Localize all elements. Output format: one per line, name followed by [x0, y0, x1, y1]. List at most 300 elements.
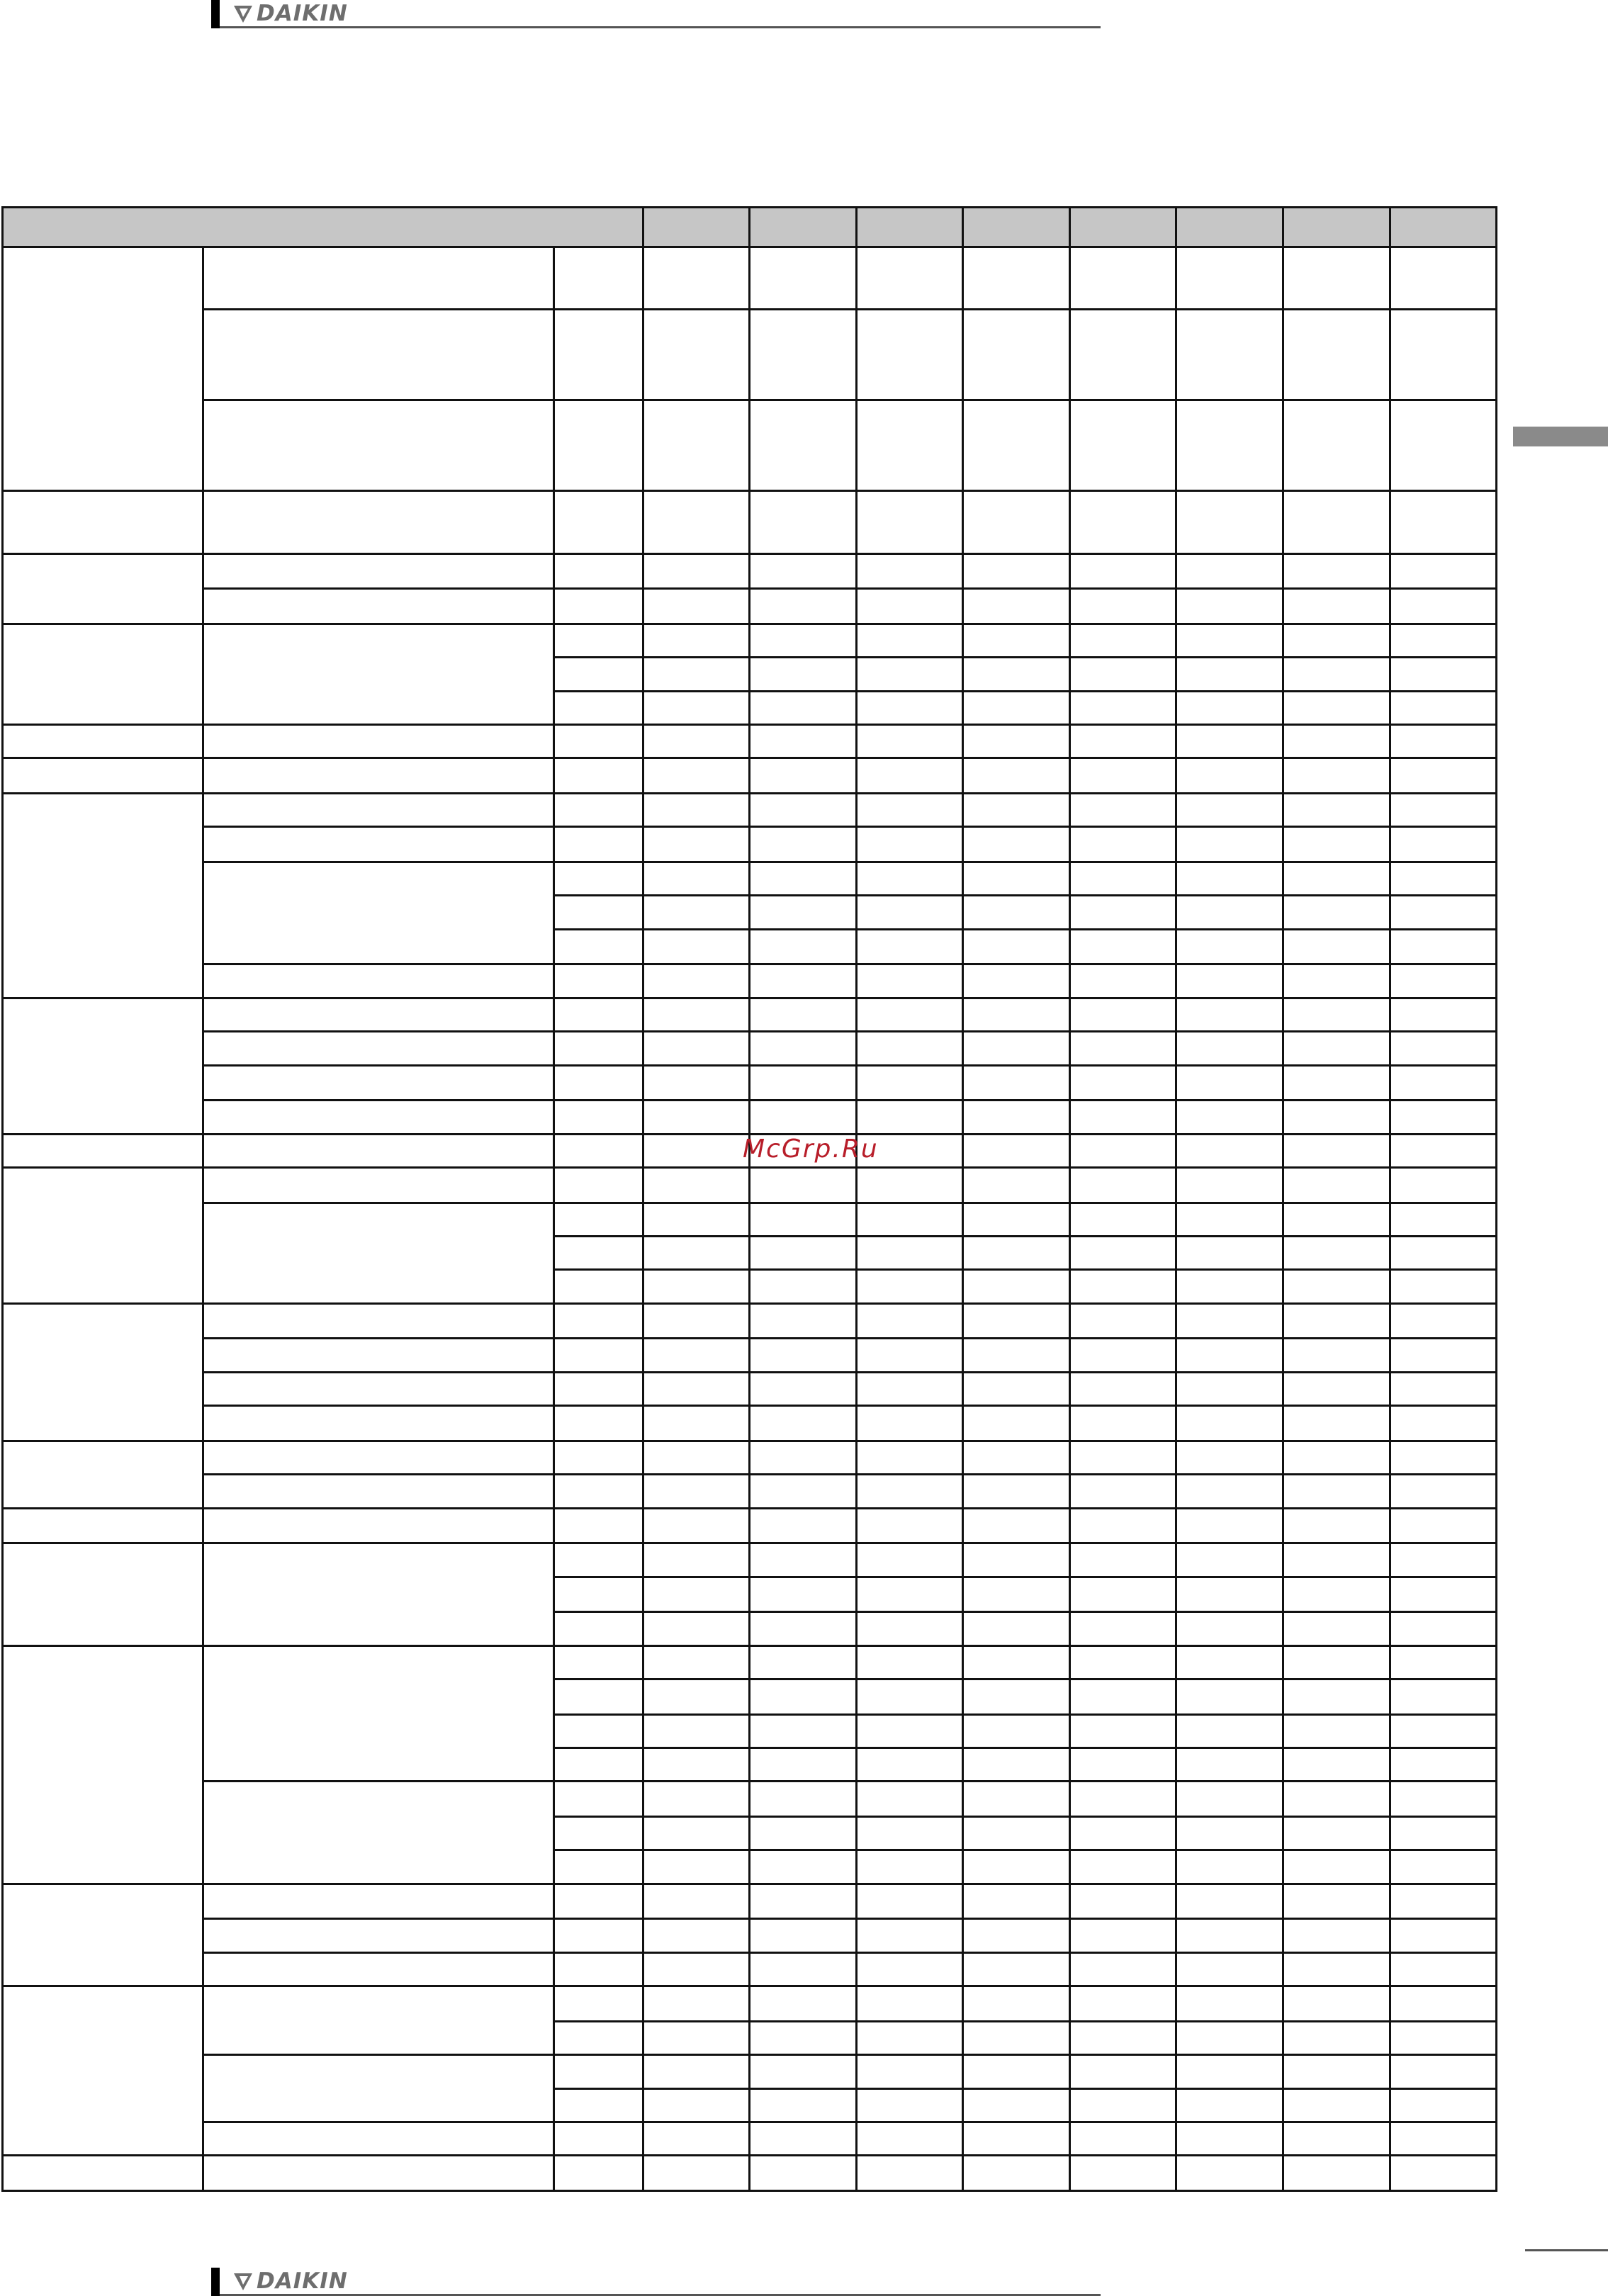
- table-cell: [202, 1166, 555, 1204]
- table-cell: [855, 1507, 964, 1544]
- table-cell: [1175, 894, 1284, 930]
- table-cell: [748, 1780, 858, 1818]
- table-cell: [855, 2088, 964, 2123]
- table-cell: [855, 1883, 964, 1920]
- table-cell: [553, 1678, 644, 1716]
- table-cell: [748, 399, 858, 492]
- table-cell: [553, 1816, 644, 1851]
- table-cell: [962, 656, 1071, 692]
- table-cell: [642, 2020, 750, 2056]
- table-cell: [553, 490, 644, 555]
- table-cell: [553, 1371, 644, 1407]
- table-cell: [855, 1202, 964, 1237]
- table-cell: [962, 587, 1071, 625]
- table-cell: [748, 2154, 858, 2192]
- table-cell: [202, 1985, 555, 2056]
- table-cell: [642, 246, 750, 310]
- table-cell: [855, 928, 964, 965]
- table-cell: [1282, 1030, 1391, 1067]
- table-cell: [1389, 399, 1497, 492]
- table-cell: [202, 2054, 555, 2123]
- table-cell: [1282, 1202, 1391, 1237]
- table-cell: [1282, 1713, 1391, 1749]
- table-cell: [553, 1030, 644, 1067]
- table-cell: [962, 1542, 1071, 1578]
- table-cell: [855, 399, 964, 492]
- table-cell: [962, 1302, 1071, 1339]
- table-cell: [962, 1133, 1071, 1169]
- table-cell: [642, 206, 750, 248]
- table-cell: [748, 1302, 858, 1339]
- table-cell: [1389, 1611, 1497, 1647]
- table-cell: [202, 1918, 555, 1954]
- table-cell: [1175, 861, 1284, 896]
- table-cell: [1389, 894, 1497, 930]
- table-cell: [748, 1030, 858, 1067]
- table-cell: [1389, 1576, 1497, 1613]
- table-cell: [748, 587, 858, 625]
- table-cell: [748, 1645, 858, 1680]
- table-cell: [1175, 724, 1284, 759]
- table-cell: [1282, 623, 1391, 658]
- table-cell: [855, 1235, 964, 1271]
- table-cell: [642, 587, 750, 625]
- table-cell: [962, 623, 1071, 658]
- table-cell: [1175, 399, 1284, 492]
- table-cell: [855, 757, 964, 794]
- table-cell: [1175, 792, 1284, 828]
- table-cell: [855, 2121, 964, 2156]
- table-cell: [642, 757, 750, 794]
- table-cell: [1389, 1883, 1497, 1920]
- table-cell: [202, 1405, 555, 1442]
- table-cell: [553, 1099, 644, 1135]
- daikin-logo-footer: [232, 2269, 348, 2293]
- table-cell: [642, 1473, 750, 1509]
- table-cell: [1, 1645, 204, 1885]
- table-cell: [642, 1883, 750, 1920]
- table-cell: [1282, 246, 1391, 310]
- table-cell: [1282, 1747, 1391, 1782]
- table-cell: [1069, 2020, 1177, 2056]
- table-cell: [1, 757, 204, 794]
- table-cell: [1389, 1507, 1497, 1544]
- table-cell: [642, 1507, 750, 1544]
- table-cell: [748, 1883, 858, 1920]
- table-cell: [553, 894, 644, 930]
- table-cell: [1175, 1645, 1284, 1680]
- table-cell: [748, 861, 858, 896]
- table-cell: [1069, 2154, 1177, 2192]
- table-cell: [642, 1235, 750, 1271]
- table-cell: [962, 1337, 1071, 1373]
- table-cell: [855, 997, 964, 1032]
- table-cell: [962, 399, 1071, 492]
- table-cell: [1069, 1780, 1177, 1818]
- table-cell: [1, 1133, 204, 1169]
- table-cell: [748, 1099, 858, 1135]
- table-cell: [748, 1268, 858, 1305]
- table-cell: [553, 1405, 644, 1442]
- table-cell: [855, 1099, 964, 1135]
- table-cell: [642, 1747, 750, 1782]
- table-cell: [202, 1952, 555, 1987]
- table-cell: [1282, 1268, 1391, 1305]
- table-cell: [1175, 928, 1284, 965]
- table-cell: [1175, 2054, 1284, 2090]
- table-cell: [642, 997, 750, 1032]
- table-cell: [1175, 757, 1284, 794]
- table-cell: [1282, 861, 1391, 896]
- table-cell: [855, 656, 964, 692]
- table-cell: [1, 1440, 204, 1509]
- table-cell: [748, 1952, 858, 1987]
- table-cell: [748, 826, 858, 863]
- table-cell: [1389, 1678, 1497, 1716]
- table-cell: [202, 1030, 555, 1067]
- table-cell: [642, 308, 750, 401]
- table-cell: [1389, 1645, 1497, 1680]
- table-cell: [1, 2154, 204, 2192]
- table-cell: [748, 246, 858, 310]
- table-cell: [855, 623, 964, 658]
- table-cell: [1282, 2054, 1391, 2090]
- table-cell: [1, 623, 204, 726]
- table-cell: [642, 2054, 750, 2090]
- table-cell: [1282, 1883, 1391, 1920]
- table-cell: [1, 490, 204, 555]
- table-cell: [962, 2088, 1071, 2123]
- table-cell: [962, 1030, 1071, 1067]
- table-cell: [1282, 206, 1391, 248]
- table-cell: [1, 246, 204, 492]
- table-cell: [962, 1918, 1071, 1954]
- table-cell: [1175, 1405, 1284, 1442]
- table-cell: [962, 1440, 1071, 1475]
- table-cell: [748, 1678, 858, 1716]
- table-cell: [1282, 724, 1391, 759]
- table-cell: [1069, 1302, 1177, 1339]
- table-cell: [1282, 792, 1391, 828]
- table-cell: [1069, 1542, 1177, 1578]
- table-cell: [1389, 1166, 1497, 1204]
- table-cell: [855, 1678, 964, 1716]
- table-cell: [1282, 399, 1391, 492]
- table-cell: [1282, 1678, 1391, 1716]
- table-cell: [962, 2154, 1071, 2192]
- table-cell: [202, 490, 555, 555]
- table-cell: [855, 1611, 964, 1647]
- table-cell: [1282, 1133, 1391, 1169]
- table-cell: [553, 2020, 644, 2056]
- table-cell: [1175, 1030, 1284, 1067]
- table-cell: [748, 1747, 858, 1782]
- table-cell: [1282, 587, 1391, 625]
- table-cell: [1069, 1952, 1177, 1987]
- table-cell: [553, 2054, 644, 2090]
- table-cell: [962, 826, 1071, 863]
- footer-bar: [211, 2268, 220, 2296]
- table-cell: [1175, 2121, 1284, 2156]
- table-cell: [1282, 1952, 1391, 1987]
- table-cell: [202, 553, 555, 590]
- table-cell: [1282, 308, 1391, 401]
- table-cell: [553, 1780, 644, 1818]
- table-cell: [553, 1064, 644, 1101]
- table-cell: [748, 206, 858, 248]
- table-cell: [1389, 206, 1497, 248]
- table-cell: [855, 1542, 964, 1578]
- table-cell: [642, 2154, 750, 2192]
- table-cell: [855, 1849, 964, 1885]
- table-cell: [1175, 1678, 1284, 1716]
- table-cell: [642, 1302, 750, 1339]
- table-cell: [1282, 1542, 1391, 1578]
- table-cell: [642, 826, 750, 863]
- table-cell: [642, 553, 750, 590]
- table-cell: [1389, 1780, 1497, 1818]
- table-cell: [553, 1542, 644, 1578]
- table-cell: [748, 1713, 858, 1749]
- table-cell: [553, 1302, 644, 1339]
- table-cell: [553, 656, 644, 692]
- table-cell: [748, 623, 858, 658]
- table-cell: [1389, 1952, 1497, 1987]
- table-cell: [202, 1064, 555, 1101]
- table-cell: [855, 690, 964, 726]
- table-cell: [1389, 2121, 1497, 2156]
- table-cell: [553, 1473, 644, 1509]
- table-cell: [748, 997, 858, 1032]
- table-cell: [962, 1985, 1071, 2022]
- table-cell: [1282, 963, 1391, 999]
- table-cell: [553, 1235, 644, 1271]
- table-cell: [962, 490, 1071, 555]
- table-cell: [1069, 553, 1177, 590]
- table-cell: [642, 1202, 750, 1237]
- table-cell: [1389, 757, 1497, 794]
- table-cell: [553, 826, 644, 863]
- table-cell: [1282, 928, 1391, 965]
- table-cell: [642, 1440, 750, 1475]
- table-cell: [1282, 2154, 1391, 2192]
- table-cell: [1069, 1099, 1177, 1135]
- table-cell: [1175, 1302, 1284, 1339]
- table-cell: [748, 757, 858, 794]
- table-cell: [1069, 1371, 1177, 1407]
- table-cell: [1282, 1576, 1391, 1613]
- table-cell: [855, 792, 964, 828]
- table-cell: [1175, 2088, 1284, 2123]
- table-cell: [1069, 894, 1177, 930]
- table-cell: [748, 656, 858, 692]
- table-cell: [1, 997, 204, 1135]
- table-cell: [1282, 2020, 1391, 2056]
- table-cell: [1069, 826, 1177, 863]
- table-cell: [1389, 490, 1497, 555]
- table-cell: [642, 490, 750, 555]
- table-cell: [553, 2154, 644, 2192]
- table-cell: [553, 1166, 644, 1204]
- table-cell: [748, 1235, 858, 1271]
- table-cell: [1282, 1780, 1391, 1818]
- table-cell: [1069, 399, 1177, 492]
- table-cell: [748, 2121, 858, 2156]
- table-cell: [202, 724, 555, 759]
- table-cell: [1175, 1576, 1284, 1613]
- table-cell: [1389, 1202, 1497, 1237]
- table-cell: [1, 1166, 204, 1305]
- table-cell: [855, 1816, 964, 1851]
- table-cell: [1069, 724, 1177, 759]
- table-cell: [553, 587, 644, 625]
- table-cell: [748, 553, 858, 590]
- table-cell: [855, 861, 964, 896]
- table-cell: [1069, 206, 1177, 248]
- table-cell: [1389, 2054, 1497, 2090]
- table-cell: [553, 724, 644, 759]
- table-cell: [1175, 587, 1284, 625]
- table-cell: [1389, 826, 1497, 863]
- table-cell: [202, 399, 555, 492]
- table-cell: [1389, 724, 1497, 759]
- table-cell: [748, 792, 858, 828]
- table-cell: [642, 894, 750, 930]
- table-cell: [202, 1507, 555, 1544]
- table-cell: [1175, 997, 1284, 1032]
- table-cell: [553, 308, 644, 401]
- table-cell: [642, 690, 750, 726]
- table-cell: [1282, 1099, 1391, 1135]
- table-cell: [1069, 587, 1177, 625]
- table-cell: [642, 1542, 750, 1578]
- table-cell: [748, 308, 858, 401]
- table-cell: [1069, 623, 1177, 658]
- table-cell: [748, 1918, 858, 1954]
- table-cell: [1282, 826, 1391, 863]
- table-cell: [553, 1576, 644, 1613]
- table-cell: [1175, 623, 1284, 658]
- table-cell: [1175, 1883, 1284, 1920]
- table-cell: [1069, 690, 1177, 726]
- table-cell: [855, 1645, 964, 1680]
- table-cell: [1282, 894, 1391, 930]
- table-cell: [1389, 963, 1497, 999]
- table-cell: [1069, 2054, 1177, 2090]
- table-cell: [553, 623, 644, 658]
- table-cell: [855, 2154, 964, 2192]
- table-cell: [642, 2121, 750, 2156]
- table-cell: [962, 308, 1071, 401]
- table-cell: [962, 206, 1071, 248]
- table-cell: [553, 928, 644, 965]
- table-cell: [1389, 2020, 1497, 2056]
- table-cell: [1282, 997, 1391, 1032]
- table-cell: [1069, 1440, 1177, 1475]
- table-cell: [1069, 1576, 1177, 1613]
- table-cell: [1389, 1235, 1497, 1271]
- table-cell: [962, 963, 1071, 999]
- table-cell: [962, 1952, 1071, 1987]
- table-cell: [962, 1645, 1071, 1680]
- table-cell: [553, 246, 644, 310]
- table-cell: [855, 1713, 964, 1749]
- table-cell: [1175, 656, 1284, 692]
- table-cell: [642, 1918, 750, 1954]
- table-cell: [1282, 1064, 1391, 1101]
- table-cell: [855, 1030, 964, 1067]
- table-cell: [1069, 1133, 1177, 1169]
- table-cell: [1, 1985, 204, 2156]
- table-cell: [1389, 308, 1497, 401]
- table-cell: [202, 963, 555, 999]
- table-cell: [1282, 1611, 1391, 1647]
- table-cell: [1175, 1952, 1284, 1987]
- table-cell: [1389, 1302, 1497, 1339]
- table-cell: [202, 1883, 555, 1920]
- table-cell: [553, 1507, 644, 1544]
- table-cell: [642, 861, 750, 896]
- table-cell: [1175, 963, 1284, 999]
- table-cell: [1389, 1405, 1497, 1442]
- table-cell: [202, 1337, 555, 1373]
- table-cell: [962, 690, 1071, 726]
- table-cell: [1175, 1507, 1284, 1544]
- page-footer: [211, 2268, 1101, 2296]
- table-cell: [1, 724, 204, 759]
- table-cell: [1069, 1883, 1177, 1920]
- table-cell: [855, 1371, 964, 1407]
- table-cell: [1175, 1099, 1284, 1135]
- table-cell: [553, 1952, 644, 1987]
- table-cell: [553, 690, 644, 726]
- table-cell: [962, 1064, 1071, 1101]
- footer-page-rule: [1525, 2249, 1608, 2251]
- table-cell: [748, 1507, 858, 1544]
- table-cell: [202, 308, 555, 401]
- table-cell: [202, 1780, 555, 1885]
- table-cell: [1069, 792, 1177, 828]
- table-cell: [748, 2088, 858, 2123]
- table-cell: [553, 553, 644, 590]
- table-cell: [1389, 792, 1497, 828]
- table-cell: [962, 246, 1071, 310]
- table-cell: [748, 894, 858, 930]
- table-cell: [962, 757, 1071, 794]
- table-cell: [1389, 861, 1497, 896]
- table-cell: [1282, 1337, 1391, 1373]
- table-cell: [642, 1611, 750, 1647]
- table-cell: [748, 1849, 858, 1885]
- table-cell: [1, 553, 204, 625]
- table-cell: [553, 1985, 644, 2022]
- table-cell: [1069, 1337, 1177, 1373]
- table-cell: [748, 1473, 858, 1509]
- table-cell: [202, 2154, 555, 2192]
- table-cell: [1069, 1405, 1177, 1442]
- table-cell: [1175, 1133, 1284, 1169]
- table-cell: [202, 1133, 555, 1169]
- table-cell: [1389, 1473, 1497, 1509]
- table-cell: [855, 1985, 964, 2022]
- table-cell: [1, 1507, 204, 1544]
- table-cell: [855, 724, 964, 759]
- table-cell: [962, 2020, 1071, 2056]
- table-cell: [642, 1030, 750, 1067]
- table-cell: [553, 399, 644, 492]
- table-cell: [1389, 928, 1497, 965]
- table-cell: [553, 1645, 644, 1680]
